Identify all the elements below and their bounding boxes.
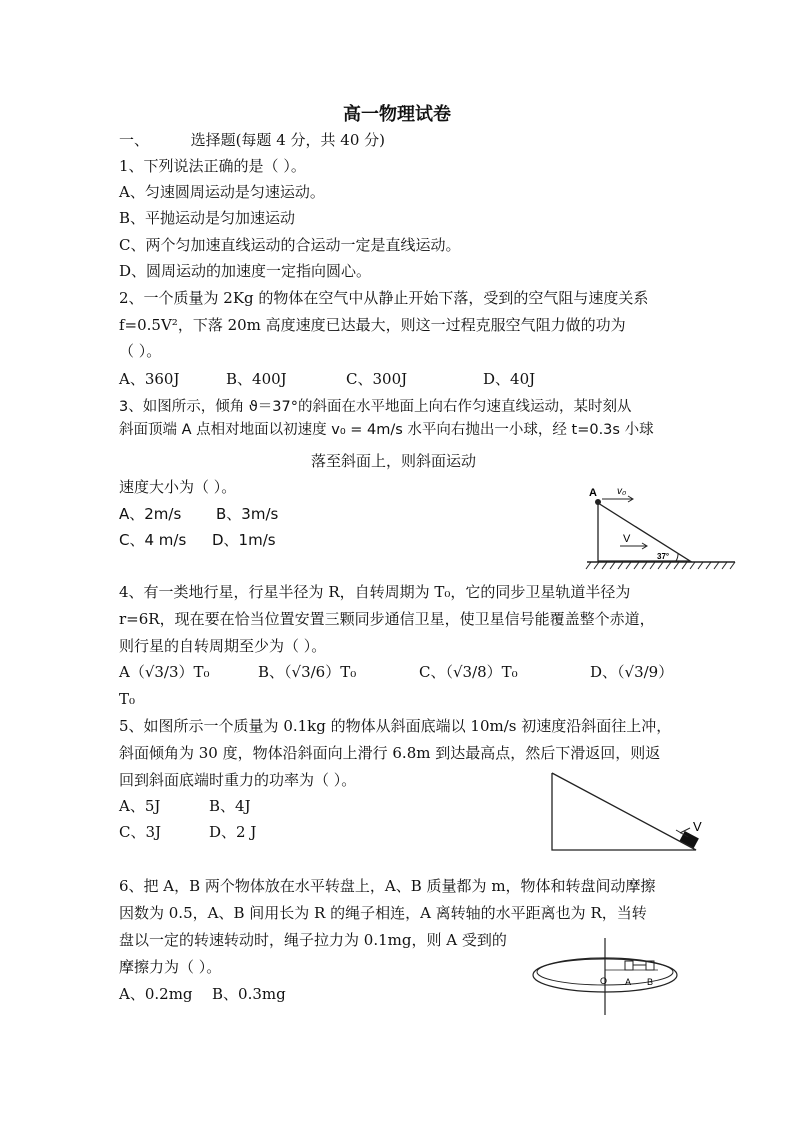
q6-line-4: 摩擦力为（ ）。 bbox=[119, 958, 222, 976]
ground-hatching bbox=[586, 562, 735, 569]
q5-option-b: B、4J bbox=[209, 797, 251, 815]
angle-arc bbox=[676, 553, 678, 561]
q1-option-a: A、匀速圆周运动是匀速运动。 bbox=[119, 183, 325, 201]
q6-option-b: B、0.3mg bbox=[212, 985, 286, 1003]
q3-line-1: 3、如图所示，倾角 ϑ＝37°的斜面在水平地面上向右作匀速直线运动，某时刻从 bbox=[119, 399, 632, 415]
q4-option-d-wrap: T₀ bbox=[119, 690, 136, 708]
q4-option-d: D、（√3/9） bbox=[590, 663, 674, 681]
point-a-label: A bbox=[589, 487, 597, 499]
q4-option-c: C、（√3/8）T₀ bbox=[419, 663, 518, 681]
q3-line-2: 斜面顶端 A 点相对地面以初速度 v₀ = 4m/s 水平向右抛出一小球，经 t=0.3s 小球 bbox=[119, 422, 654, 438]
q6-turntable-figure bbox=[528, 935, 688, 1020]
incline-triangle bbox=[552, 773, 696, 850]
q2-option-d: D、40J bbox=[483, 370, 536, 388]
v-label: V bbox=[623, 533, 631, 545]
q3-option-d: D、1m/s bbox=[212, 531, 276, 549]
q3-option-c: C、4 m/s bbox=[119, 531, 187, 549]
q2-option-a: A、360J bbox=[119, 370, 180, 388]
q1-option-d: D、圆周运动的加速度一定指向圆心。 bbox=[119, 262, 372, 280]
block-a bbox=[625, 961, 633, 970]
q3-option-a: A、2m/s bbox=[119, 505, 182, 523]
q4-line-2: r=6R，现在要在恰当位置安置三颗同步通信卫星，使卫星信号能覆盖整个赤道， bbox=[119, 610, 655, 628]
q6-line-3: 盘以一定的转速转动时，绳子拉力为 0.1mg，则 A 受到的 bbox=[119, 931, 507, 949]
q2-option-c: C、300J bbox=[346, 370, 408, 388]
incline-triangle bbox=[598, 503, 690, 561]
angle-label: 37° bbox=[657, 552, 670, 561]
q3-incline-figure bbox=[585, 480, 745, 575]
q3-option-b: B、3m/s bbox=[216, 505, 279, 523]
q3-line-4: 速度大小为（ ）。 bbox=[119, 478, 237, 496]
q5-option-d: D、2 J bbox=[209, 823, 257, 841]
section-label: 选择题(每题 4 分，共 40 分) bbox=[190, 131, 385, 149]
q2-option-b: B、400J bbox=[226, 370, 287, 388]
page-title: 高一物理试卷 bbox=[343, 104, 451, 125]
q6-line-1: 6、把 A，B 两个物体放在水平转盘上，A、B 质量都为 m，物体和转盘间动摩擦 bbox=[119, 877, 656, 895]
q4-option-b: B、（√3/6）T₀ bbox=[258, 663, 357, 681]
q2-line-1: 2、一个质量为 2Kg 的物体在空气中从静止开始下落，受到的空气阻与速度关系 bbox=[119, 289, 649, 307]
q4-line-1: 4、有一类地行星，行星半径为 R，自转周期为 T₀，它的同步卫星轨道半径为 bbox=[119, 583, 631, 601]
label-a: A bbox=[625, 977, 632, 987]
v0-label: v₀ bbox=[617, 486, 627, 497]
q3-line-3: 落至斜面上，则斜面运动 bbox=[311, 452, 477, 470]
q5-incline-figure bbox=[548, 770, 718, 854]
q5-line-2: 斜面倾角为 30 度，物体沿斜面向上滑行 6.8m 到达最高点，然后下滑返回，则返 bbox=[119, 744, 661, 762]
section-heading bbox=[119, 130, 385, 150]
q2-line-2: f=0.5V²，下落 20m 高度速度已达最大，则这一过程克服空气阻力做的功为 bbox=[119, 316, 626, 334]
q6-line-2: 因数为 0.5，A、B 间用长为 R 的绳子相连，A 离转轴的水平距离也为 R，当转 bbox=[119, 904, 647, 922]
q4-option-a: A（√3/3）T₀ bbox=[119, 663, 210, 681]
ball bbox=[595, 499, 601, 505]
q1-stem: 1、下列说法正确的是（ ）。 bbox=[119, 157, 306, 175]
label-o: O bbox=[600, 976, 608, 986]
v-label: V bbox=[693, 819, 702, 834]
q1-option-c: C、两个匀加速直线运动的合运动一定是直线运动。 bbox=[119, 236, 461, 254]
q5-line-1: 5、如图所示一个质量为 0.1kg 的物体从斜面底端以 10m/s 初速度沿斜面往上冲， bbox=[119, 717, 672, 735]
q6-option-a: A、0.2mg bbox=[119, 985, 193, 1003]
label-b: B bbox=[647, 977, 654, 987]
q5-option-a: A、5J bbox=[119, 797, 161, 815]
q5-option-c: C、3J bbox=[119, 823, 162, 841]
q1-option-b: B、平抛运动是匀加速运动 bbox=[119, 209, 296, 227]
q2-line-3: （ ）。 bbox=[119, 342, 162, 360]
q5-line-3: 回到斜面底端时重力的功率为（ ）。 bbox=[119, 771, 357, 789]
section-number: 一、 bbox=[119, 131, 150, 149]
q4-line-3: 则行星的自转周期至少为（ ）。 bbox=[119, 637, 327, 655]
